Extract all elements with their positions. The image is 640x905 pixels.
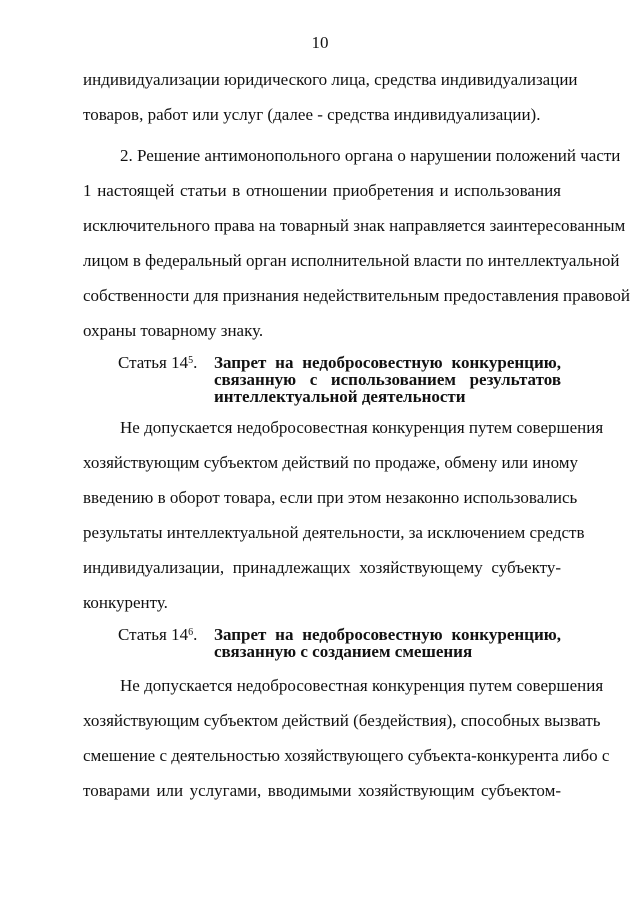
title-line: связанную с использованием результатов (214, 370, 561, 389)
title-line: Запрет на недобросовестную конкуренцию, (214, 353, 561, 372)
title-line: интеллектуальной деятельности (214, 387, 466, 406)
text-line: лицом в федеральный орган исполнительной власти по интеллектуальной (83, 251, 620, 270)
title-line: связанную с созданием смешения (214, 642, 473, 661)
text-line: 2. Решение антимонопольного органа о нарушении положений части (120, 146, 621, 165)
text-line: Не допускается недобросовестная конкуренция путем совершения (120, 676, 604, 695)
text-line: смешение с деятельностью хозяйствующего субъекта-конкурента либо с (83, 746, 610, 765)
paragraph-4 (83, 668, 610, 808)
article-title (214, 354, 561, 405)
text-line: индивидуализации юридического лица, средства индивидуализации (83, 70, 578, 89)
text-line: хозяйствующим субъектом действий (бездействия), способных вызвать (83, 711, 601, 730)
text-line: конкуренту. (83, 593, 168, 612)
title-line: Запрет на недобросовестную конкуренцию, (214, 625, 561, 644)
text-line: Не допускается недобросовестная конкуренция путем совершения (120, 418, 604, 437)
document-body (83, 62, 631, 808)
page-number: 10 (311, 33, 329, 52)
paragraph-1 (83, 62, 578, 132)
text-line: хозяйствующим субъектом действий по продаже, обмену или иному (83, 453, 579, 472)
text-line: исключительного права на товарный знак направляется заинтересованным (83, 216, 626, 235)
text-line: результаты интеллектуальной деятельности, за исключением средств (83, 523, 585, 542)
text-line: 1 настоящей статьи в отношении приобретения и использования (83, 181, 561, 200)
article-number: Статья $14^5$. (118, 353, 198, 372)
article-14-5-heading (83, 354, 561, 410)
text-line: индивидуализации, принадлежащих хозяйствующему субъекту- (83, 558, 561, 577)
article-title (214, 626, 561, 660)
paragraph-2 (83, 138, 631, 348)
article-14-6-heading (83, 626, 561, 668)
text-line: собственности для признания недействительным предоставления правовой (83, 286, 631, 305)
text-line: введению в оборот товара, если при этом незаконно использовались (83, 488, 578, 507)
article-number: Статья $14^6$. (118, 625, 198, 644)
paragraph-3 (83, 410, 604, 620)
text-line: товаров, работ или услуг (далее - средства индивидуализации). (83, 105, 541, 124)
text-line: охраны товарному знаку. (83, 321, 264, 340)
text-line: товарами или услугами, вводимыми хозяйствующим субъектом- (83, 781, 561, 800)
